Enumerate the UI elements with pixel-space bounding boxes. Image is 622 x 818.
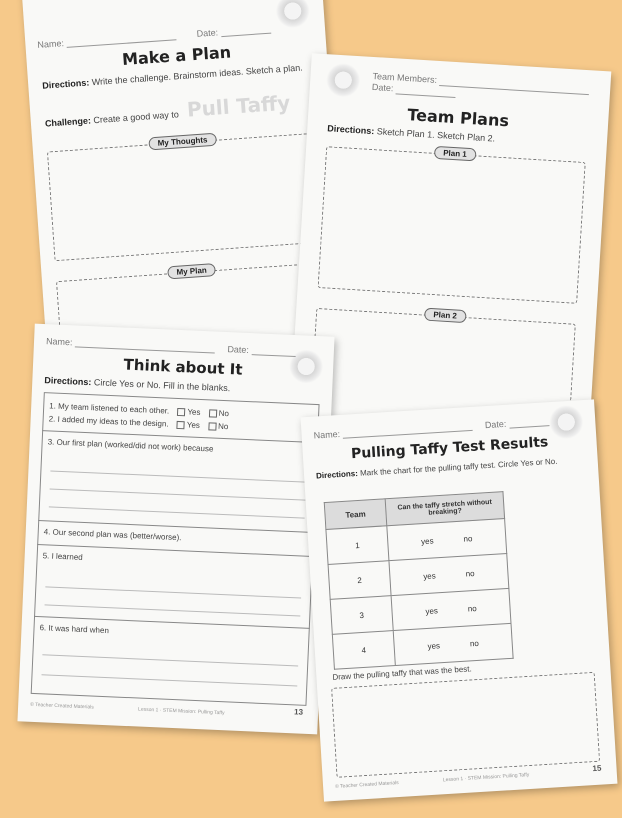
name-label: Name: xyxy=(37,38,65,50)
team-header: Team xyxy=(324,499,387,530)
table-row: 4 yes no xyxy=(332,623,513,669)
sun-decoration-icon xyxy=(275,0,311,29)
footer-left: © Teacher Created Materials xyxy=(30,701,94,711)
directions: Directions: Sketch Plan 1. Sketch Plan 2. xyxy=(327,123,496,144)
draw-prompt: Draw the pulling taffy that was the best. xyxy=(332,664,472,682)
plan2-label: Plan 2 xyxy=(424,308,466,324)
footer-center: Lesson 1 · STEM Mission: Pulling Taffy xyxy=(442,772,530,784)
worksheet-team-plans xyxy=(289,53,612,451)
question-6: 6. It was hard when xyxy=(39,623,110,636)
yes-checkbox[interactable] xyxy=(177,421,185,429)
sun-decoration-icon xyxy=(325,62,361,98)
no-checkbox[interactable] xyxy=(208,422,216,430)
page-title: Pulling Taffy Test Results xyxy=(350,434,549,463)
directions: Directions: Mark the chart for the pulling taffy test. Circle Yes or No. xyxy=(315,456,558,481)
name-label: Name: xyxy=(45,336,73,348)
draw-box[interactable] xyxy=(331,672,600,778)
table-row: 3 yes no xyxy=(330,588,511,634)
yes-checkbox[interactable] xyxy=(177,408,185,416)
worksheet-think-about-it xyxy=(17,324,334,735)
question-5: 5. I learned xyxy=(42,551,83,562)
team-members-label: Team Members: xyxy=(372,70,438,85)
results-table xyxy=(324,491,514,670)
plan1-label: Plan 1 xyxy=(434,146,476,162)
table-row: 1 yes no xyxy=(326,519,507,565)
table-row: 2 yes no xyxy=(328,553,509,599)
directions: Directions: Circle Yes or No. Fill in the blanks. xyxy=(44,375,231,394)
page-title: Make a Plan xyxy=(121,42,232,70)
no-checkbox[interactable] xyxy=(209,409,217,417)
page-number: 15 xyxy=(592,763,602,774)
plan-label: My Plan xyxy=(167,263,216,279)
thoughts-box xyxy=(47,133,326,262)
stretch-header: Can the taffy stretch without breaking? xyxy=(385,492,504,526)
page-number: 13 xyxy=(293,707,304,717)
question-2: 2. I added my ideas to the design. Yes No xyxy=(48,414,229,432)
challenge-line: Challenge: Create a good way to Pull Taffy xyxy=(44,90,291,129)
worksheet-test-results xyxy=(301,399,618,801)
question-3: 3. Our first plan (worked/did not work) because xyxy=(47,437,214,454)
date-label: Date: xyxy=(484,418,507,431)
plan1-box xyxy=(318,146,586,304)
date-label: Date: xyxy=(371,81,394,94)
footer-left: © Teacher Created Materials xyxy=(334,780,399,790)
directions: Directions: Write the challenge. Brainstorm ideas. Sketch a plan. xyxy=(41,62,304,91)
page-title: Think about It xyxy=(123,355,243,379)
thoughts-label: My Thoughts xyxy=(148,133,217,151)
date-label: Date: xyxy=(196,27,219,39)
footer-center: Lesson 1 · STEM Mission: Pulling Taffy xyxy=(137,706,225,717)
page-title: Team Plans xyxy=(406,105,510,131)
question-4: 4. Our second plan was (better/worse). xyxy=(43,527,182,543)
date-label: Date: xyxy=(227,344,250,356)
challenge-word: Pull Taffy xyxy=(186,90,291,122)
name-label: Name: xyxy=(313,428,341,441)
question-1: 1. My team listened to each other. Yes No xyxy=(49,401,230,419)
